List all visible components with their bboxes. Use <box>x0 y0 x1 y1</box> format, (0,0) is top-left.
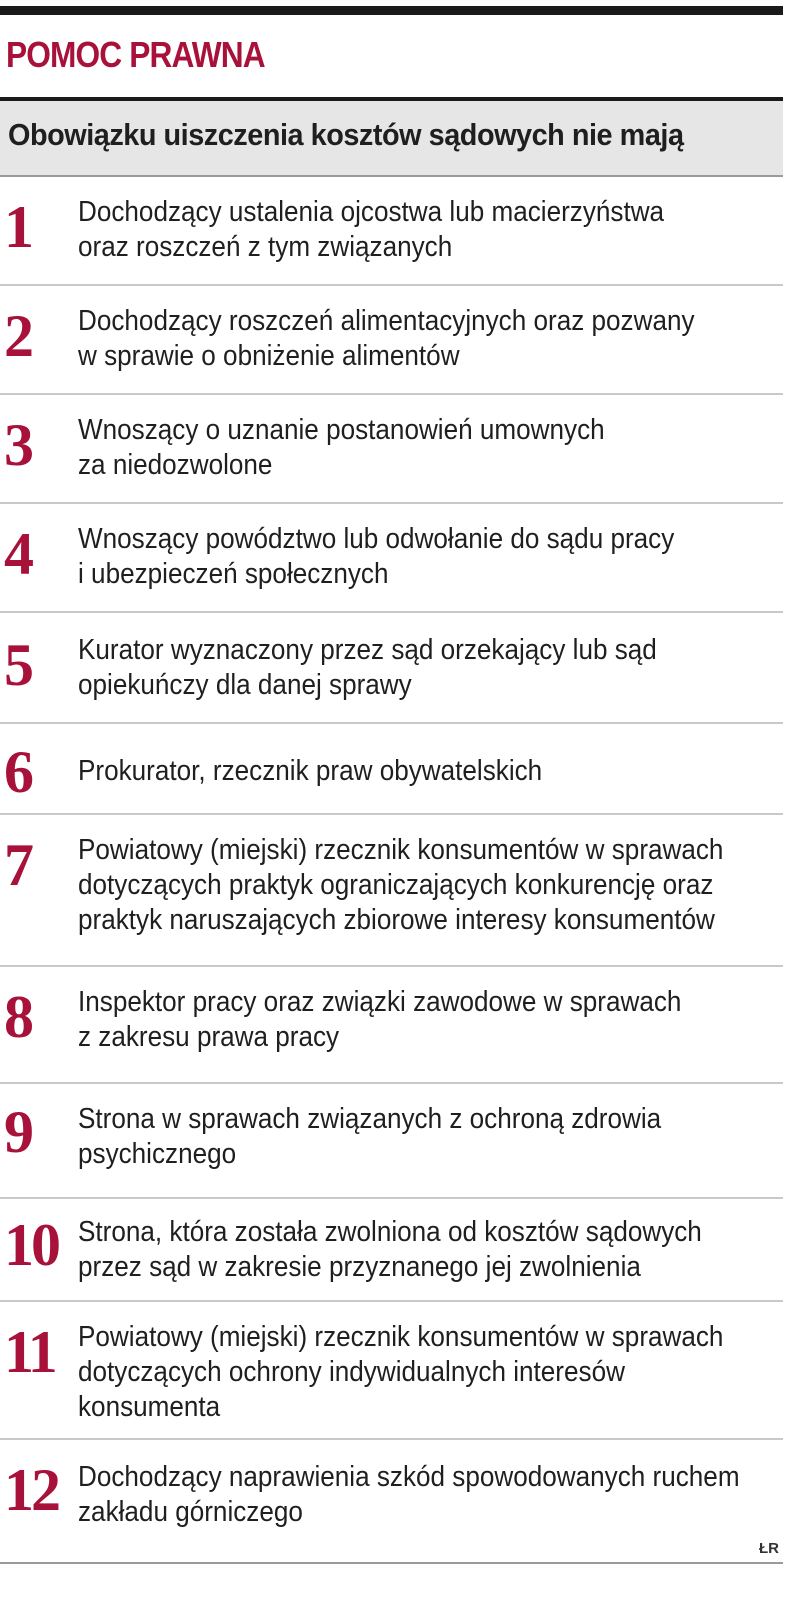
item-number: 1 <box>4 194 31 260</box>
list-item <box>0 1199 783 1302</box>
item-number: 11 <box>4 1319 55 1385</box>
item-text: Dochodzący naprawienia szkód spowodowanych ruchem zakładu górniczego <box>78 1461 740 1528</box>
top-rule <box>0 6 783 15</box>
item-number: 6 <box>4 739 31 805</box>
item-number: 5 <box>4 632 31 698</box>
table-header <box>0 101 783 177</box>
item-number: 8 <box>4 984 31 1050</box>
author-credit: ŁR <box>759 1540 779 1557</box>
bottom-rule <box>0 1562 783 1564</box>
item-text: Dochodzący roszczeń alimentacyjnych oraz pozwany w sprawie o obniżenie alimentów <box>78 305 695 372</box>
item-text: Powiatowy (miejski) rzecznik konsumentów w sprawach dotyczących ochrony indywidualnych interesów konsumenta <box>78 1321 724 1423</box>
item-number: 2 <box>4 303 31 369</box>
list-item <box>0 613 783 724</box>
table-title: Obowiązku uiszczenia kosztów sądowych nie mają <box>8 117 684 152</box>
item-text: Wnoszący powództwo lub odwołanie do sądu pracy i ubezpieczeń społecznych <box>78 523 675 590</box>
item-text: Strona, która została zwolniona od kosztów sądowych przez sąd w zakresie przyznanego jej zwolnienia <box>78 1216 702 1283</box>
list-item <box>0 395 783 504</box>
list-item <box>0 177 783 286</box>
item-text: Kurator wyznaczony przez sąd orzekający lub sąd opiekuńczy dla danej sprawy <box>78 634 657 701</box>
list-item <box>0 724 783 815</box>
item-number: 12 <box>4 1457 58 1523</box>
list-item <box>0 1084 783 1199</box>
list-item <box>0 967 783 1084</box>
item-text: Inspektor pracy oraz związki zawodowe w sprawach z zakresu prawa pracy <box>78 986 682 1053</box>
list-item <box>0 504 783 613</box>
item-text: Powiatowy (miejski) rzecznik konsumentów w sprawach dotyczących praktyk ograniczających konkurencję oraz praktyk naruszających zbiorowe interesy konsumentów <box>78 834 724 936</box>
item-text: Strona w sprawach związanych z ochroną zdrowia psychicznego <box>78 1103 662 1170</box>
item-number: 9 <box>4 1099 31 1165</box>
item-number: 3 <box>4 412 31 478</box>
list-item <box>0 286 783 395</box>
item-number: 10 <box>4 1212 58 1278</box>
item-text: Wnoszący o uznanie postanowień umownych za niedozwolone <box>78 414 605 481</box>
list-item <box>0 1440 783 1560</box>
section-label: POMOC PRAWNA <box>6 34 265 75</box>
list-item <box>0 815 783 967</box>
item-text: Dochodzący ustalenia ojcostwa lub macierzyństwa oraz roszczeń z tym związanych <box>78 196 665 263</box>
list-item <box>0 1302 783 1440</box>
item-text: Prokurator, rzecznik praw obywatelskich <box>78 755 543 787</box>
item-number: 4 <box>4 521 31 587</box>
item-number: 7 <box>4 832 31 898</box>
